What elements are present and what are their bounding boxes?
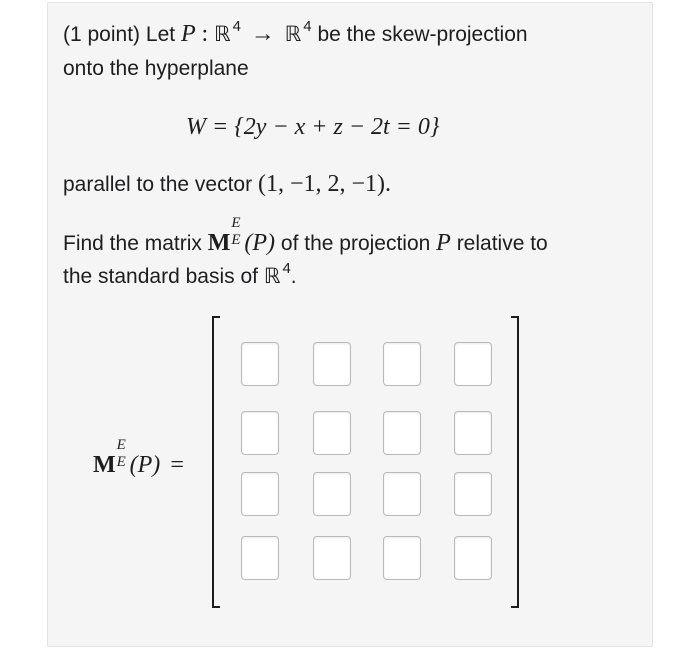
basis-end: .	[290, 265, 297, 288]
direction-vector: (1, −1, 2, −1).	[257, 171, 392, 197]
matrix-left-bracket	[212, 316, 220, 608]
answer-matrix-symbol: M	[93, 452, 116, 478]
basis-dim: 4	[282, 260, 291, 277]
problem-statement-line-1	[63, 18, 528, 47]
matrix-entry-input-r3-c4[interactable]	[454, 472, 492, 516]
matrix-entry-input-r3-c3[interactable]	[383, 472, 421, 516]
matrix-entry-input-r1-c1[interactable]	[241, 342, 279, 386]
answer-matrix-sup: E	[116, 437, 126, 453]
parallel-text: parallel to the vector	[63, 173, 253, 196]
matrix-symbol: M	[207, 230, 231, 256]
basis-text: the standard basis of	[63, 265, 258, 288]
equals-sign: =	[170, 452, 184, 478]
answer-matrix-indices	[116, 437, 130, 472]
matrix-entry-input-r3-c2[interactable]	[313, 472, 351, 516]
matrix-entry-input-r1-c2[interactable]	[313, 342, 351, 386]
problem-statement-line-2: onto the hyperplane	[63, 57, 249, 80]
intro-let: Let	[145, 23, 176, 46]
matrix-entry-input-r4-c1[interactable]	[241, 536, 279, 580]
matrix-entry-input-r2-c3[interactable]	[383, 411, 421, 455]
matrix-entry-input-r4-c2[interactable]	[313, 536, 351, 580]
matrix-sub: E	[231, 232, 241, 248]
codomain-dim: 4	[303, 18, 312, 35]
matrix-entry-input-r2-c4[interactable]	[454, 411, 492, 455]
basis-space: ℝ	[263, 264, 281, 288]
matrix-right-bracket	[511, 316, 519, 608]
matrix-entry-input-r2-c1[interactable]	[241, 411, 279, 455]
map-name: P	[180, 21, 196, 47]
points-label: (1 point)	[63, 23, 141, 46]
find-text: Find the matrix	[63, 232, 202, 255]
intro-rest: be the skew-projection	[317, 23, 528, 46]
answer-matrix-arg: (P)	[129, 452, 161, 478]
answer-matrix-sub: E	[116, 454, 126, 470]
matrix-answer-label	[93, 437, 184, 478]
parallel-line	[63, 172, 391, 196]
domain-symbol: ℝ	[213, 22, 231, 46]
matrix-entry-input-r1-c3[interactable]	[383, 342, 421, 386]
colon: :	[201, 21, 209, 47]
matrix-entry-input-r3-c1[interactable]	[241, 472, 279, 516]
matrix-entry-input-r1-c4[interactable]	[454, 342, 492, 386]
of-projection-text: of the projection	[280, 232, 431, 255]
matrix-entry-input-r4-c4[interactable]	[454, 536, 492, 580]
matrix-arg: (P)	[244, 230, 276, 256]
matrix-entry-input-r2-c2[interactable]	[313, 411, 351, 455]
matrix-entry-input-r4-c3[interactable]	[383, 536, 421, 580]
matrix-sup: E	[231, 215, 241, 231]
codomain-symbol: ℝ	[284, 22, 302, 46]
basis-line	[63, 260, 297, 288]
find-matrix-line	[63, 215, 548, 256]
domain-dim: 4	[232, 18, 241, 35]
hyperplane-equation: W = {2y − x + z − 2t = 0}	[186, 114, 440, 140]
projection-name: P	[436, 230, 451, 256]
arrow-icon: →	[250, 21, 275, 47]
matrix-indices	[230, 215, 244, 250]
relative-to-text: relative to	[456, 232, 548, 255]
